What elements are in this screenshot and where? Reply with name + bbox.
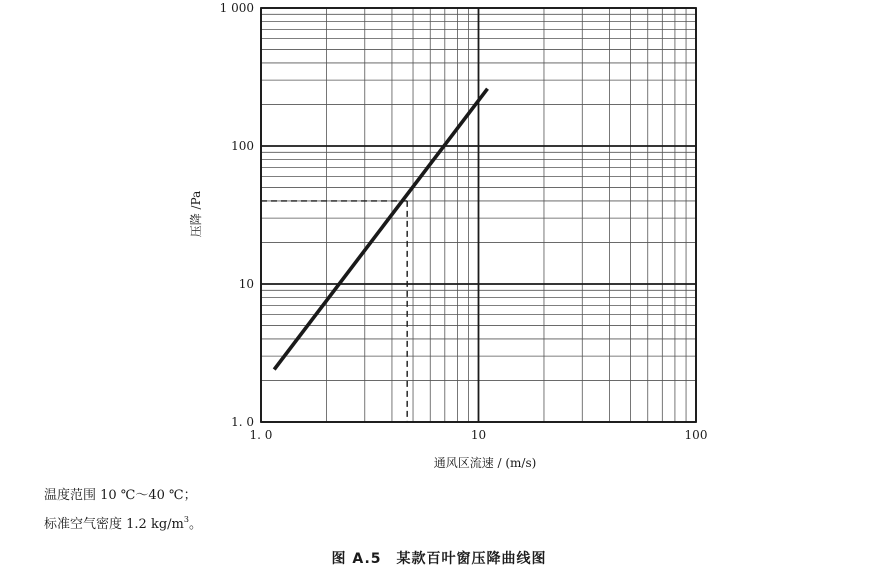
note-temperature-text: 温度范围 10 ℃～40 ℃； — [44, 488, 197, 503]
note-density-exponent: 3 — [183, 515, 189, 524]
chart-series — [274, 89, 487, 370]
figure-caption: 图 A.5 某款百叶窗压降曲线图 — [331, 551, 547, 567]
note-air-density — [44, 513, 202, 532]
reference-guides — [261, 201, 407, 422]
y-tick-label: 1. 0 — [231, 415, 254, 429]
y-axis-label: 压降 /Pa — [189, 190, 203, 238]
x-axis-label: 通风区流速 / (m/s) — [433, 456, 537, 470]
pressure-drop-curve — [274, 89, 487, 370]
tick-labels — [220, 1, 708, 442]
y-tick-label: 1 000 — [219, 1, 254, 15]
y-tick-label: 10 — [238, 277, 254, 291]
chart-grid — [261, 8, 696, 422]
note-temperature-range — [44, 484, 197, 503]
x-tick-label: 1. 0 — [249, 428, 273, 442]
x-tick-label: 10 — [470, 428, 487, 442]
note-density-text: 标准空气密度 1.2 kg/m — [44, 517, 184, 532]
x-tick-label: 100 — [684, 428, 708, 442]
y-tick-label: 100 — [231, 139, 254, 153]
note-density-end: 。 — [188, 517, 202, 532]
